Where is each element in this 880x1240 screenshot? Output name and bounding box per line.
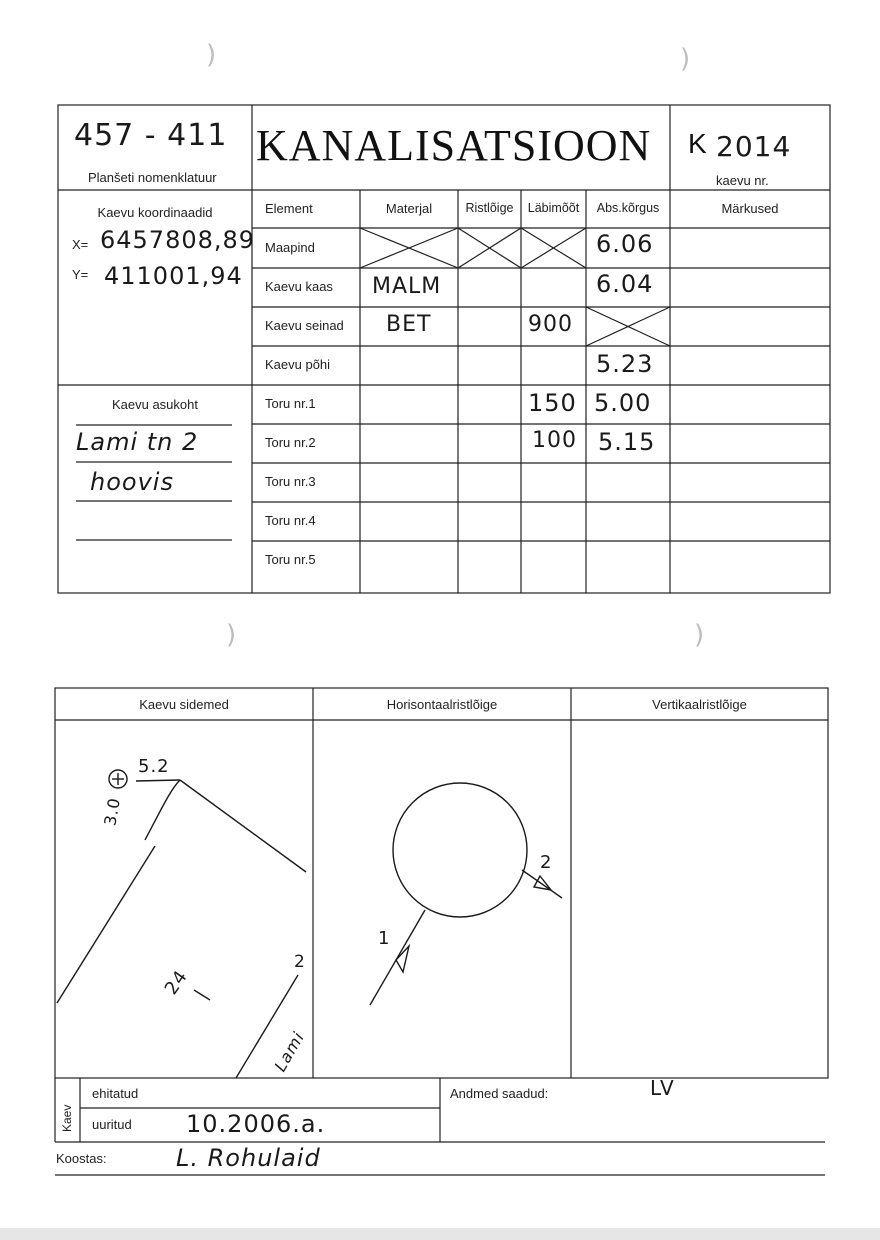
sketch-street-label: Lami xyxy=(270,1028,309,1075)
row-element: Toru nr.1 xyxy=(265,396,316,411)
row-abs-value: 5.00 xyxy=(594,389,652,417)
nomenclature-value: 457 - 411 xyxy=(74,118,228,153)
pipe-2-label: 2 xyxy=(540,852,553,873)
row-element: Maapind xyxy=(265,240,315,255)
punch-mark: ) xyxy=(680,44,691,74)
footer-side-label: Kaev xyxy=(60,1104,74,1132)
author-signature: L. Rohulaid xyxy=(176,1144,321,1172)
row-abs-value: 6.06 xyxy=(596,230,654,258)
sketch-header-horizontal: Horisontaalristlõige xyxy=(386,697,498,712)
surveyed-date: 10.2006.a. xyxy=(186,1110,326,1138)
pipe-1-label: 1 xyxy=(378,928,391,949)
row-element: Toru nr.3 xyxy=(265,474,316,489)
sketch-corner-label: 2 xyxy=(294,952,306,972)
sketch-header-ties: Kaevu sidemed xyxy=(139,697,229,712)
location-line-2: hoovis xyxy=(90,468,174,496)
row-element: Kaevu seinad xyxy=(265,318,344,333)
row-element: Kaevu põhi xyxy=(265,357,331,372)
row-element: Kaevu kaas xyxy=(265,279,333,294)
row-labimoot-value: 100 xyxy=(532,428,577,453)
sketch-building-label: 24 xyxy=(160,966,193,999)
well-label: kaevu nr. xyxy=(716,173,769,188)
x-label: X= xyxy=(72,237,89,252)
row-element: Toru nr.2 xyxy=(265,435,316,450)
col-header-ristloige: Ristlõige xyxy=(465,201,514,215)
col-header-abs-korgus: Abs.kõrgus xyxy=(596,201,660,215)
sketch-distance-top: 5.2 xyxy=(138,756,170,777)
row-abs-value: 5.15 xyxy=(598,428,656,456)
scan-edge xyxy=(0,1228,880,1240)
row-element: Toru nr.5 xyxy=(265,552,316,567)
row-materjal-value: BET xyxy=(386,312,432,337)
y-value: 411001,94 xyxy=(104,262,243,290)
location-sketch xyxy=(57,770,309,1078)
punch-mark: ) xyxy=(694,620,705,650)
coordinates-label: Kaevu koordinaadid xyxy=(97,205,213,220)
location-line-1: Lami tn 2 xyxy=(76,428,199,456)
horizontal-section-drawing xyxy=(370,783,562,1005)
punch-mark: ) xyxy=(206,40,217,70)
nomenclature-label: Planšeti nomenklatuur xyxy=(88,170,217,185)
surveyed-label: uuritud xyxy=(92,1117,132,1132)
row-labimoot-value: 900 xyxy=(528,312,573,337)
location-label: Kaevu asukoht xyxy=(111,397,198,412)
sketch-header-vertical: Vertikaalristlõige xyxy=(652,697,747,712)
row-materjal-value: MALM xyxy=(372,274,442,299)
col-header-materjal: Materjal xyxy=(385,201,433,216)
data-source-value: LV xyxy=(650,1076,675,1100)
punch-mark: ) xyxy=(226,620,237,650)
y-label: Y= xyxy=(72,267,89,282)
row-abs-value: 5.23 xyxy=(596,350,654,378)
col-header-markused: Märkused xyxy=(721,201,779,216)
row-labimoot-value: 150 xyxy=(528,389,577,417)
row-abs-value: 6.04 xyxy=(596,270,654,298)
built-label: ehitatud xyxy=(92,1086,139,1101)
data-source-label: Andmed saadud: xyxy=(450,1086,549,1101)
sketch-distance-side: 3.0 xyxy=(100,795,125,828)
author-label: Koostas: xyxy=(56,1151,107,1166)
col-header-element: Element xyxy=(265,201,313,216)
col-header-labimoot: Läbimõõt xyxy=(527,201,580,215)
well-prefix: K xyxy=(688,128,707,159)
well-number: 2014 xyxy=(716,130,792,163)
row-element: Toru nr.4 xyxy=(265,513,316,528)
form-title: KANALISATSIOON xyxy=(256,121,652,170)
x-value: 6457808,89 xyxy=(100,226,256,254)
